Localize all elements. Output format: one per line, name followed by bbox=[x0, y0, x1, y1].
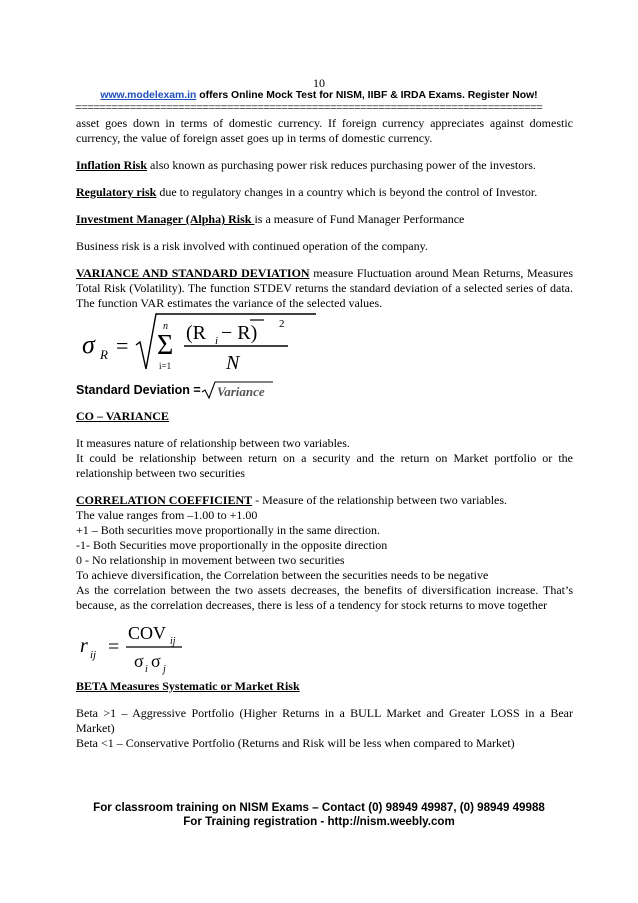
svg-text:=: = bbox=[116, 333, 129, 358]
sum-lower-limit: i=1 bbox=[159, 361, 172, 371]
inflation-paragraph bbox=[76, 158, 573, 173]
svg-text:=: = bbox=[108, 636, 120, 658]
intro-paragraph: asset goes down in terms of domestic currency. If foreign currency appreciates against domestic currency, the value of foreign asset goes up in terms of domestic currency. bbox=[76, 116, 573, 145]
covariance-line-2: It could be relationship between return on a security and the return on Market portfolio or the relationship between two securities bbox=[76, 451, 573, 480]
correlation-line-5: To achieve diversification, the Correlation between the securities needs to be negative bbox=[76, 568, 489, 582]
header-rule: ============================================================================= bbox=[75, 100, 543, 114]
numerator-subscript: i bbox=[215, 335, 219, 347]
radicand-text: Variance bbox=[216, 384, 265, 399]
corr-formula-graphic bbox=[78, 619, 218, 677]
sd-formula-graphic bbox=[80, 309, 340, 379]
numerator-open: (R bbox=[186, 322, 206, 344]
denominator: N bbox=[226, 352, 240, 374]
investment-manager-paragraph bbox=[76, 212, 573, 227]
standard-deviation-label bbox=[76, 379, 573, 401]
correlation-text: - Measure of the relationship between two variables. bbox=[252, 493, 508, 507]
corr-denominator-1-subscript: i bbox=[145, 664, 148, 675]
corr-denominator-2-subscript: j bbox=[163, 664, 166, 675]
variance-term: VARIANCE AND STANDARD DEVIATION bbox=[76, 266, 310, 280]
variance-text: measure Fluctuation around Mean Returns, Measures Total Risk (Volatility). The function STDEV returns the standard deviation of a selected series of data. The function VAR estimates the variance of the selected values. bbox=[76, 266, 573, 310]
body-text bbox=[76, 116, 573, 751]
correlation-line-4: 0 - No relationship in movement between two securities bbox=[76, 553, 345, 567]
svg-text:Σ: Σ bbox=[157, 330, 174, 361]
investment-manager-text: is a measure of Fund Manager Performance bbox=[254, 212, 465, 226]
page-number: 10 bbox=[313, 76, 325, 90]
sigma-subscript: R bbox=[100, 347, 108, 362]
footer-line-1: For classroom training on NISM Exams – Contact (0) 98949 49987, (0) 98949 49988 bbox=[93, 801, 545, 814]
corr-denominator-2: σ bbox=[151, 651, 161, 671]
beta-heading: BETA Measures Systematic or Market Risk bbox=[76, 679, 300, 693]
corr-lhs-subscript: ij bbox=[90, 649, 97, 661]
numerator-rest: − R) bbox=[221, 322, 258, 344]
correlation-line-6: As the correlation between the two assets decreases, the benefits of diversification increase. That’s because, as the correlation decreases, there is less of a tendency for stock returns to move together bbox=[76, 583, 573, 612]
sum-upper-limit: n bbox=[163, 321, 168, 332]
correlation-line-3: -1- Both Securities move proportionally in the opposite direction bbox=[76, 538, 388, 552]
beta-line-1: Beta >1 – Aggressive Portfolio (Higher Returns in a BULL Market and Greater LOSS in a Bear Market) bbox=[76, 706, 573, 735]
footer bbox=[0, 801, 638, 829]
correlation-term: CORRELATION COEFFICIENT bbox=[76, 493, 253, 507]
covariance-heading: CO – VARIANCE bbox=[76, 409, 169, 423]
corr-denominator-1: σ bbox=[134, 651, 144, 671]
sd-label-text: Standard Deviation = bbox=[76, 382, 201, 397]
regulatory-text: due to regulatory changes in a country which is beyond the control of Investor. bbox=[156, 185, 538, 199]
beta-line-2: Beta <1 – Conservative Portfolio (Returns and Risk will be less when compared to Market) bbox=[76, 736, 515, 750]
header-text: offers Online Mock Test for NISM, IIBF & IRDA Exams. Register Now! bbox=[196, 90, 538, 101]
standard-deviation-formula bbox=[76, 311, 573, 377]
exponent: 2 bbox=[279, 318, 285, 330]
corr-numerator-subscript: ij bbox=[170, 636, 176, 647]
inflation-text: also known as purchasing power risk reduces purchasing power of the investors. bbox=[147, 158, 536, 172]
covariance-line-1: It measures nature of relationship between two variables. bbox=[76, 436, 350, 450]
sigma-symbol: σ bbox=[82, 330, 95, 359]
regulatory-paragraph bbox=[76, 185, 573, 200]
business-risk-paragraph: Business risk is a risk involved with continued operation of the company. bbox=[76, 239, 428, 253]
corr-lhs: r bbox=[80, 635, 88, 657]
header-site-link[interactable]: www.modelexam.in bbox=[100, 90, 197, 101]
investment-manager-term: Investment Manager (Alpha) Risk bbox=[76, 212, 255, 226]
variance-paragraph bbox=[76, 266, 573, 311]
corr-numerator: COV bbox=[128, 623, 167, 643]
correlation-line-1: The value ranges from –1.00 to +1.00 bbox=[76, 508, 258, 522]
inflation-term: Inflation Risk bbox=[76, 158, 148, 172]
regulatory-term: Regulatory risk bbox=[76, 185, 157, 199]
correlation-paragraph bbox=[76, 493, 573, 508]
sqrt-variance-graphic bbox=[201, 380, 275, 400]
footer-line-2: For Training registration - http://nism.weebly.com bbox=[183, 815, 455, 828]
correlation-formula bbox=[76, 613, 573, 673]
correlation-line-2: +1 – Both securities move proportionally in the same direction. bbox=[76, 523, 381, 537]
